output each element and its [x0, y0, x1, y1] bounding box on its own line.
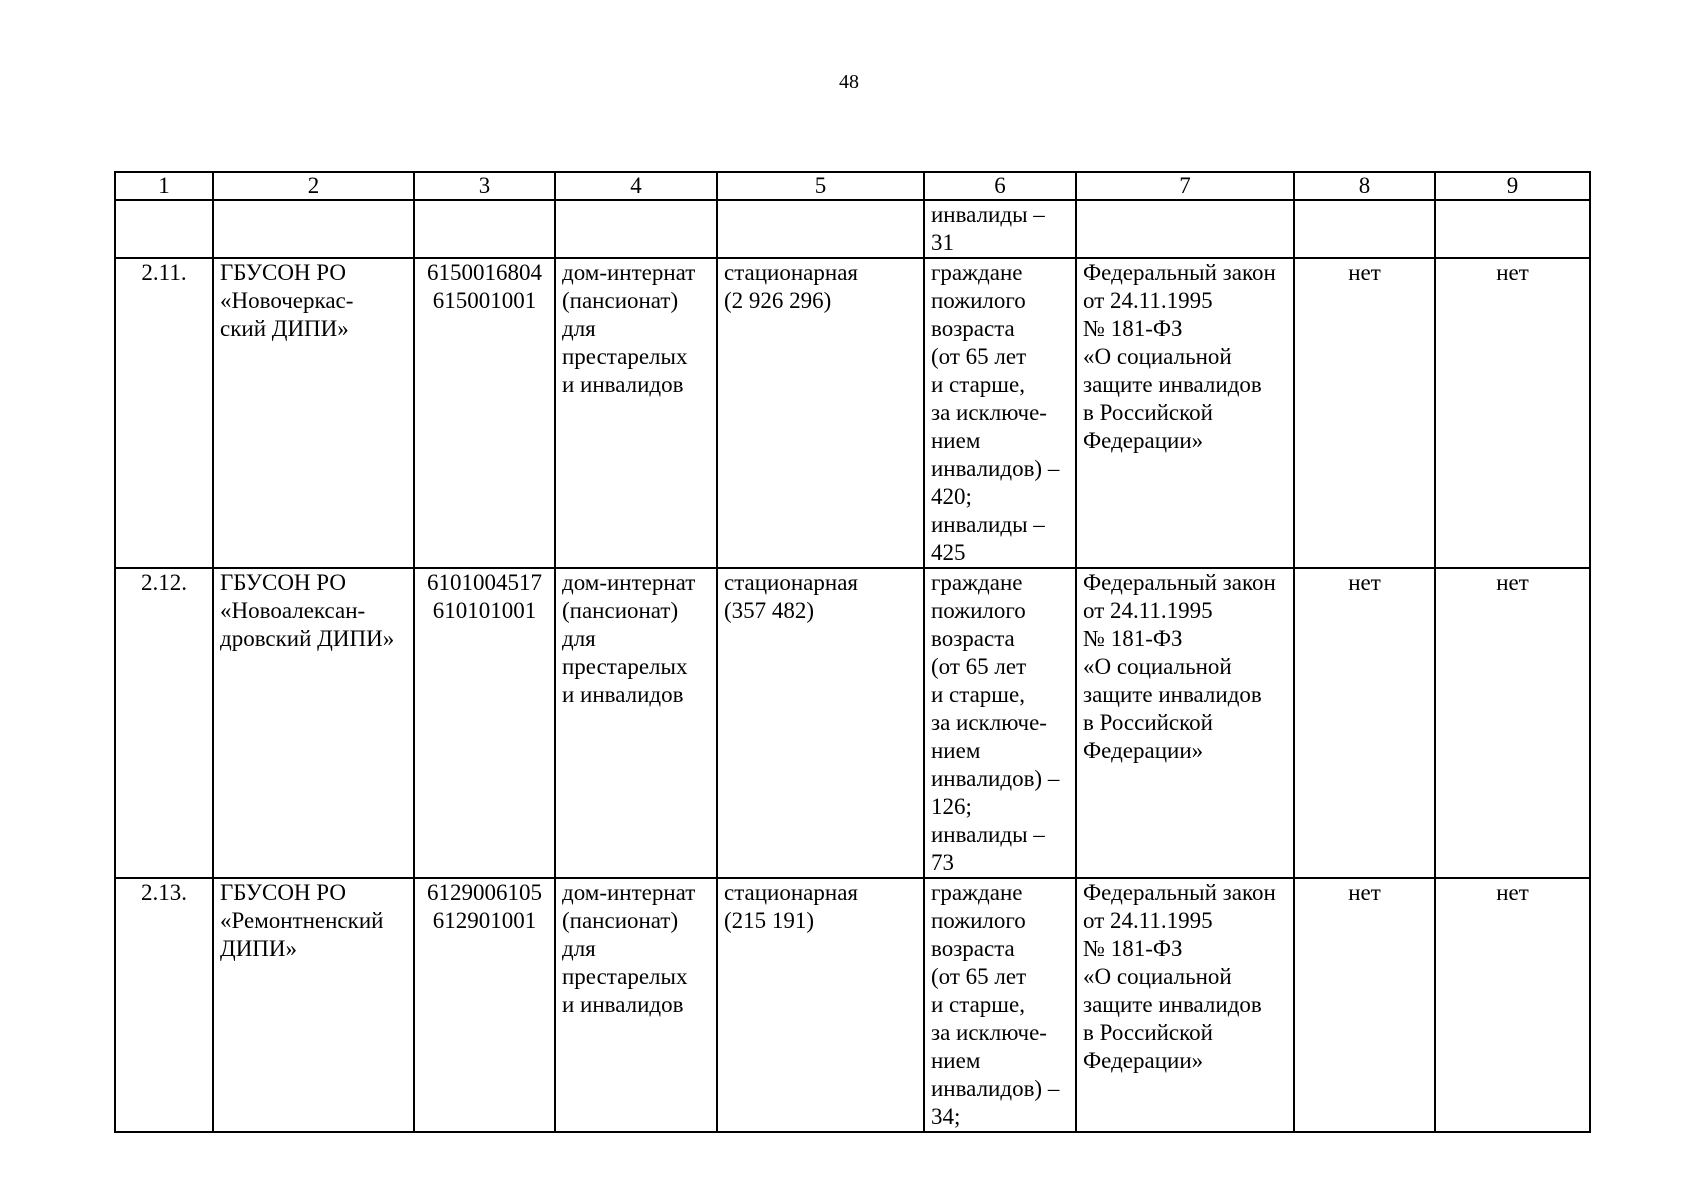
text-line: нием — [931, 738, 981, 763]
text-line: ГБУСОН РО — [220, 880, 346, 905]
text-line: 6129006105 — [427, 880, 542, 905]
service-form-cell — [717, 258, 924, 568]
text-line: от 24.11.1995 — [1083, 288, 1213, 313]
text-line: 34; — [931, 1104, 961, 1129]
text-line: Федеральный закон — [1083, 570, 1276, 595]
header-cell-4: 4 — [555, 172, 717, 200]
continuation-row — [115, 200, 1590, 258]
page-number: 48 — [839, 71, 859, 93]
service-form-cell — [717, 878, 924, 1132]
text-line: пожилого — [931, 908, 1026, 933]
col8-cell: нет — [1294, 568, 1435, 878]
text-line: Федерации» — [1083, 428, 1204, 453]
category-cell — [924, 200, 1076, 258]
table-row — [115, 568, 1590, 878]
text-line: 126; — [931, 794, 972, 819]
table-cell — [555, 200, 717, 258]
text-line: возраста — [931, 316, 1015, 341]
text-line: 73 — [931, 850, 954, 875]
text-line: и инвалидов — [562, 372, 684, 397]
text-line: престарелых — [562, 654, 688, 679]
text-line: (пансионат) — [562, 288, 679, 313]
text-line: нием — [931, 1048, 981, 1073]
text-line: стационарная — [724, 880, 858, 905]
text-line: 6101004517 — [427, 570, 542, 595]
text-line: за исключе- — [931, 710, 1047, 735]
text-line: дом-интернат — [562, 570, 696, 595]
text-line: «Новочеркас- — [220, 288, 354, 313]
text-line: престарелых — [562, 344, 688, 369]
text-line: 615001001 — [432, 288, 537, 313]
text-line: № 181-ФЗ — [1083, 626, 1183, 651]
register-table — [114, 171, 1591, 1133]
inn-kpp-cell — [414, 258, 555, 568]
organization-name-cell — [213, 568, 414, 878]
header-cell-8: 8 — [1294, 172, 1435, 200]
text-line: для — [562, 936, 596, 961]
text-line: (от 65 лет — [931, 344, 1027, 369]
text-line: для — [562, 626, 596, 651]
text-line: престарелых — [562, 964, 688, 989]
header-cell-1: 1 — [115, 172, 213, 200]
row-number: 2.11. — [115, 258, 213, 568]
text-line: Федеральный закон — [1083, 260, 1276, 285]
text-line: защите инвалидов — [1083, 682, 1262, 707]
text-line: «О социальной — [1083, 964, 1232, 989]
text-line: защите инвалидов — [1083, 992, 1262, 1017]
header-cell-7: 7 — [1076, 172, 1294, 200]
institution-type-cell — [555, 568, 717, 878]
text-line: «Новоалексан- — [220, 598, 366, 623]
text-line: дом-интернат — [562, 260, 696, 285]
text-line: в Российской — [1083, 400, 1213, 425]
header-cell-2: 2 — [213, 172, 414, 200]
text-line: дровский ДИПИ» — [220, 626, 395, 651]
text-line: «О социальной — [1083, 654, 1232, 679]
table-row — [115, 878, 1590, 1132]
text-line: стационарная — [724, 570, 858, 595]
text-line: инвалидов) – — [931, 1076, 1060, 1101]
table-cell — [115, 200, 213, 258]
text-line: дом-интернат — [562, 880, 696, 905]
law-cell — [1076, 878, 1294, 1132]
text-line: (от 65 лет — [931, 654, 1027, 679]
category-cell — [924, 878, 1076, 1132]
text-line: пожилого — [931, 598, 1026, 623]
text-line: пожилого — [931, 288, 1026, 313]
text-line: и старше, — [931, 372, 1025, 397]
text-line: Федерации» — [1083, 738, 1204, 763]
text-line: 610101001 — [432, 598, 537, 623]
text-line: Федеральный закон — [1083, 880, 1276, 905]
text-line: ский ДИПИ» — [220, 316, 349, 341]
text-line: и старше, — [931, 682, 1025, 707]
organization-name-cell — [213, 878, 414, 1132]
header-cell-3: 3 — [414, 172, 555, 200]
category-cell — [924, 568, 1076, 878]
text-line: (2 926 296) — [724, 288, 832, 313]
col8-cell: нет — [1294, 878, 1435, 1132]
col8-cell: нет — [1294, 258, 1435, 568]
text-line: защите инвалидов — [1083, 372, 1262, 397]
text-line: стационарная — [724, 260, 858, 285]
table-cell — [213, 200, 414, 258]
text-line: (пансионат) — [562, 598, 679, 623]
table-cell — [414, 200, 555, 258]
text-line: для — [562, 316, 596, 341]
text-line: «Ремонтненский — [220, 908, 384, 933]
text-line: и инвалидов — [562, 682, 684, 707]
text-line: граждане — [931, 570, 1023, 595]
text-line: № 181-ФЗ — [1083, 316, 1183, 341]
text-line: и старше, — [931, 992, 1025, 1017]
text-line: ДИПИ» — [220, 936, 298, 961]
text-line: за исключе- — [931, 400, 1047, 425]
text-line: за исключе- — [931, 1020, 1047, 1045]
header-row — [115, 172, 1590, 200]
text-line: 31 — [931, 230, 954, 255]
header-cell-6: 6 — [924, 172, 1076, 200]
text-line: граждане — [931, 260, 1023, 285]
text-line: от 24.11.1995 — [1083, 908, 1213, 933]
table-row — [115, 258, 1590, 568]
table-cell — [1435, 200, 1590, 258]
institution-type-cell — [555, 258, 717, 568]
text-line: (от 65 лет — [931, 964, 1027, 989]
text-line: от 24.11.1995 — [1083, 598, 1213, 623]
text-line: 612901001 — [432, 908, 537, 933]
text-line: инвалиды – — [931, 822, 1045, 847]
text-line: Федерации» — [1083, 1048, 1204, 1073]
law-cell — [1076, 568, 1294, 878]
text-line: (357 482) — [724, 598, 815, 623]
text-line: инвалиды – — [931, 512, 1045, 537]
inn-kpp-cell — [414, 878, 555, 1132]
text-line: ГБУСОН РО — [220, 570, 346, 595]
text-line: (пансионат) — [562, 908, 679, 933]
col9-cell: нет — [1435, 258, 1590, 568]
table-cell — [1294, 200, 1435, 258]
text-line: возраста — [931, 626, 1015, 651]
table-cell — [1076, 200, 1294, 258]
inn-kpp-cell — [414, 568, 555, 878]
text-line: (215 191) — [724, 908, 815, 933]
text-line: 420; — [931, 484, 972, 509]
text-line: ГБУСОН РО — [220, 260, 346, 285]
service-form-cell — [717, 568, 924, 878]
text-line: 425 — [931, 540, 966, 565]
text-line: «О социальной — [1083, 344, 1232, 369]
text-line: граждане — [931, 880, 1023, 905]
text-line: в Российской — [1083, 1020, 1213, 1045]
category-cell — [924, 258, 1076, 568]
text-line: 6150016804 — [427, 260, 542, 285]
row-number: 2.12. — [115, 568, 213, 878]
text-line: № 181-ФЗ — [1083, 936, 1183, 961]
text-line: инвалидов) – — [931, 766, 1060, 791]
text-line: возраста — [931, 936, 1015, 961]
header-cell-9: 9 — [1435, 172, 1590, 200]
table-cell — [717, 200, 924, 258]
row-number: 2.13. — [115, 878, 213, 1132]
text-line: нием — [931, 428, 981, 453]
col9-cell: нет — [1435, 568, 1590, 878]
text-line: в Российской — [1083, 710, 1213, 735]
header-cell-5: 5 — [717, 172, 924, 200]
law-cell — [1076, 258, 1294, 568]
institution-type-cell — [555, 878, 717, 1132]
text-line: инвалиды – — [931, 202, 1045, 227]
text-line: и инвалидов — [562, 992, 684, 1017]
text-line: инвалидов) – — [931, 456, 1060, 481]
col9-cell: нет — [1435, 878, 1590, 1132]
organization-name-cell — [213, 258, 414, 568]
